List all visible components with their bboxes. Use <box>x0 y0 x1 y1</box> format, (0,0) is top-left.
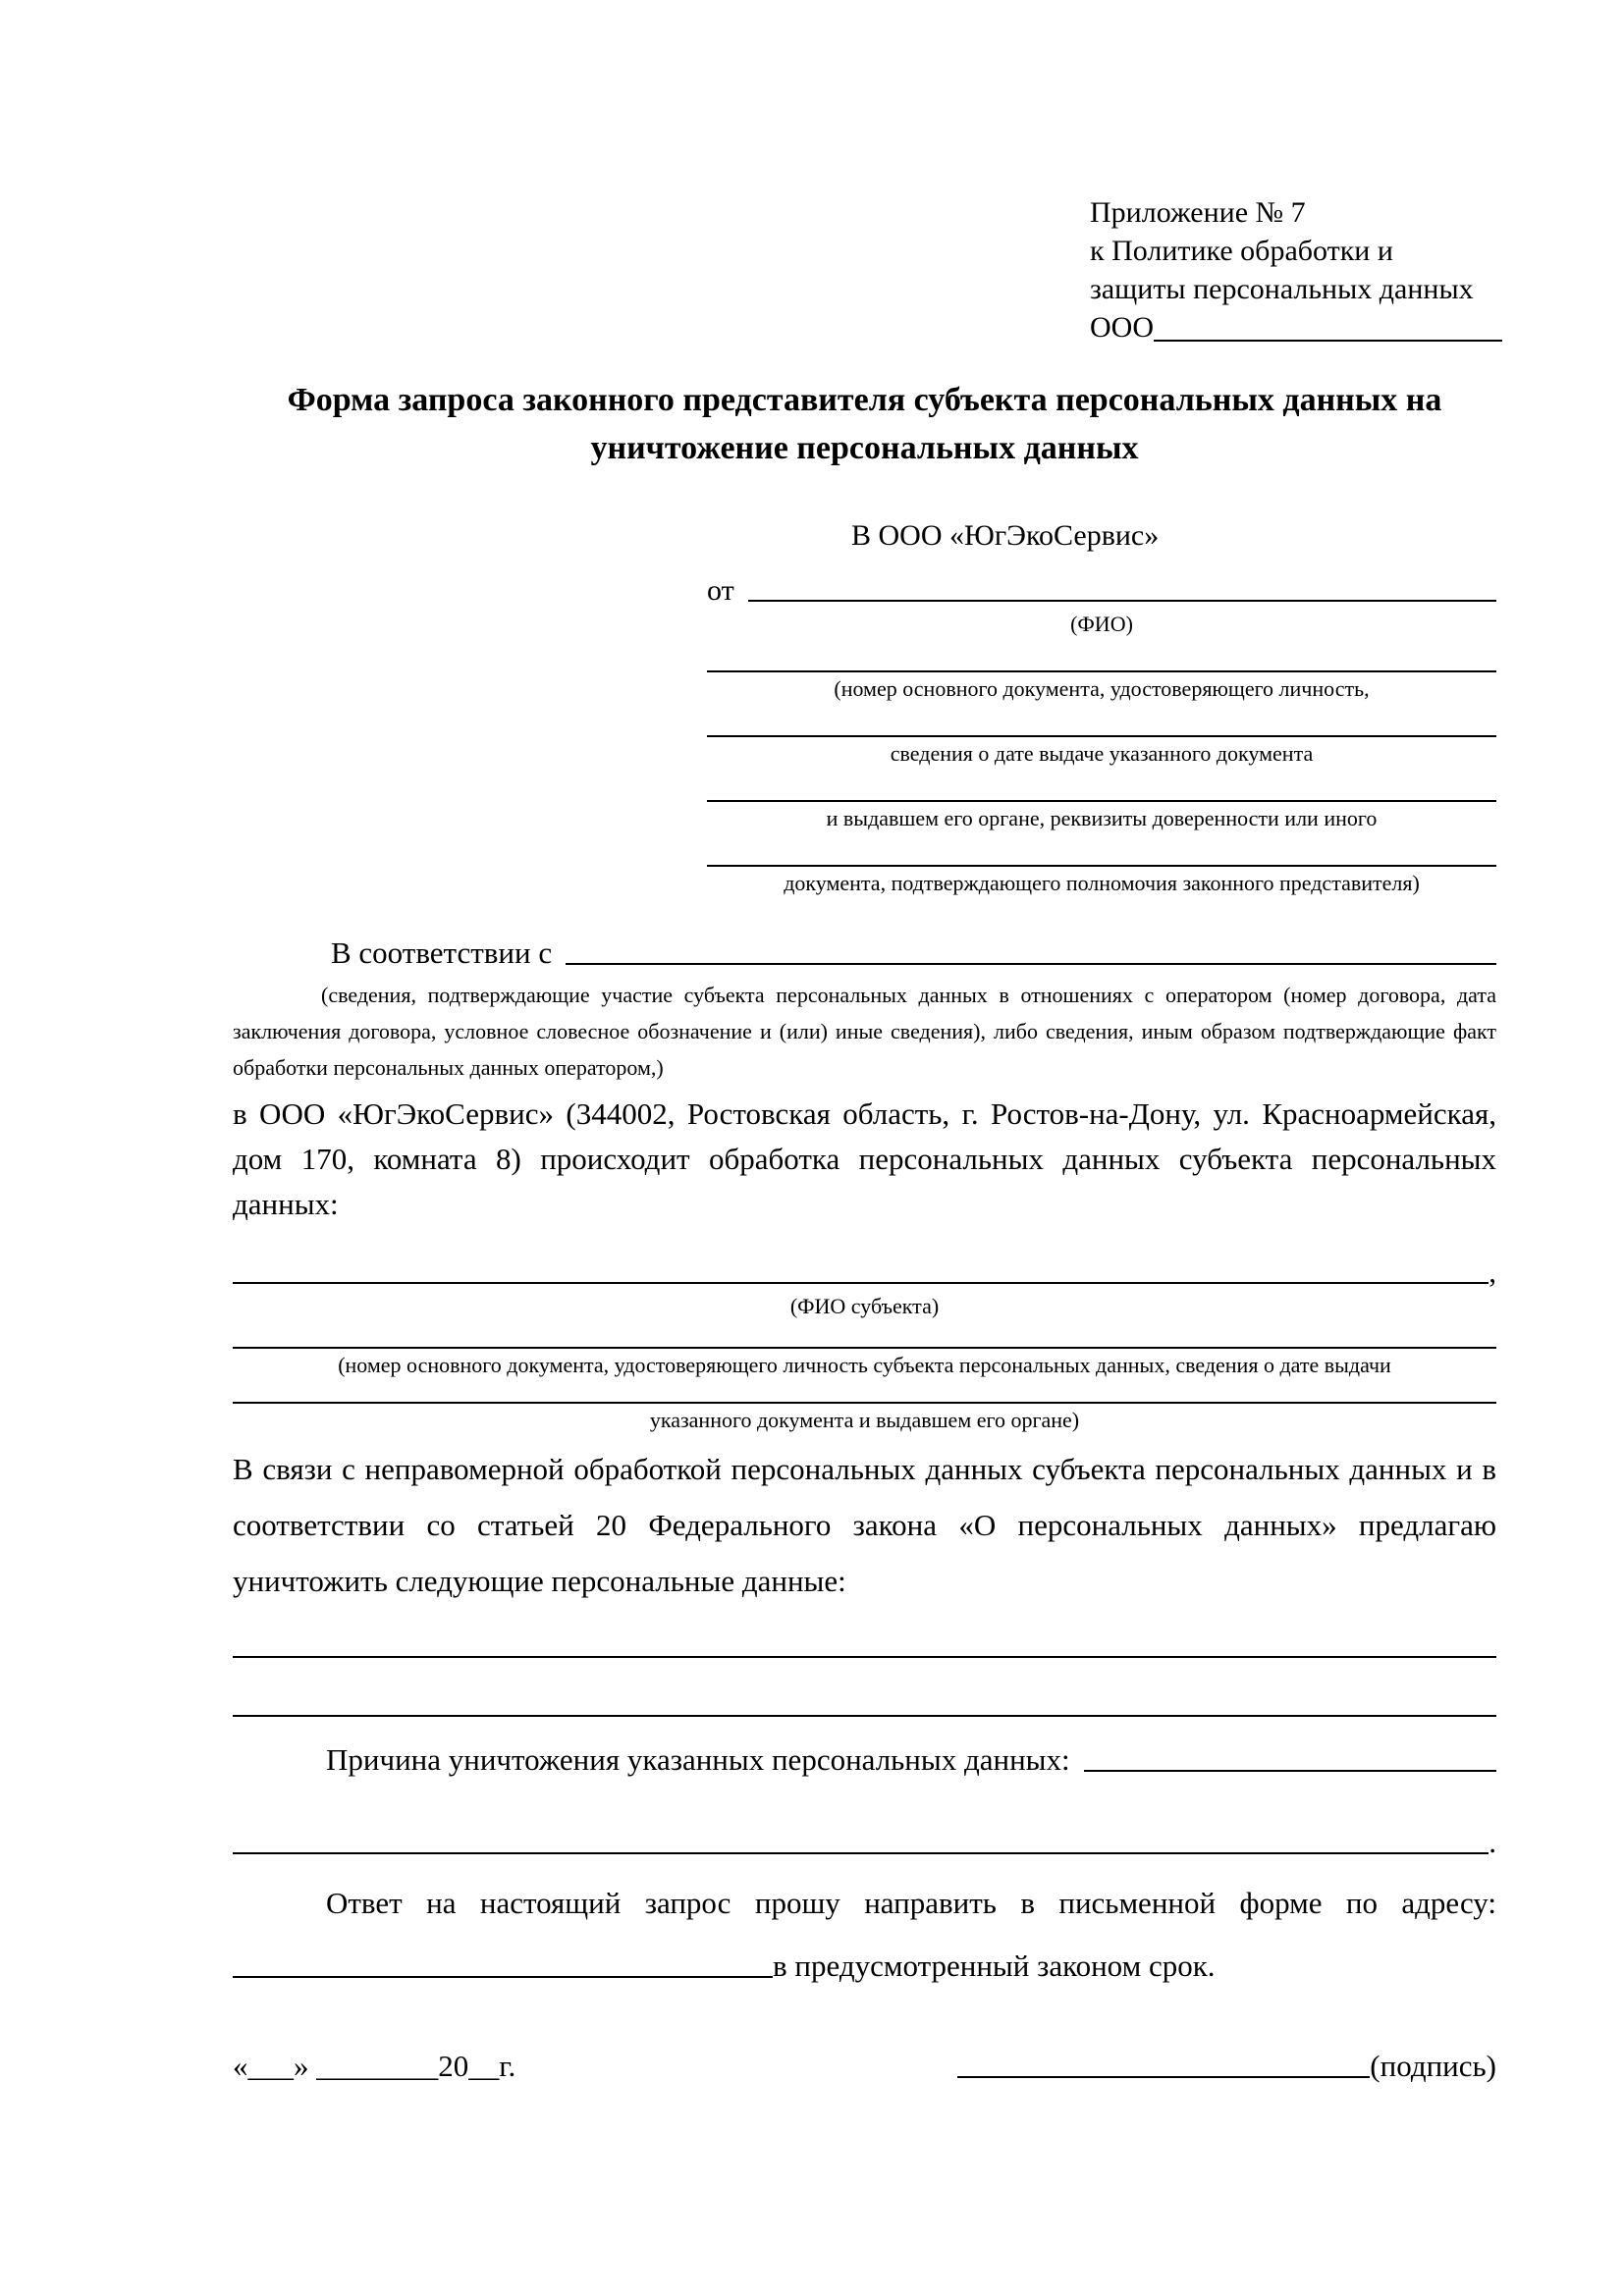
reason-continuation-line <box>233 1852 1489 1854</box>
reason-continuation-row <box>233 1825 1496 1860</box>
accordance-field-line <box>566 963 1496 965</box>
doc-field-line-1 <box>707 670 1496 672</box>
subject-doc-line-1 <box>233 1347 1496 1349</box>
answer-tail: в предусмотренный законом срок. <box>773 1949 1216 1983</box>
subject-fio-field-line <box>233 1282 1489 1284</box>
answer-address-field-line <box>233 1976 773 1978</box>
subject-fio-row <box>233 1255 1496 1290</box>
subject-doc-line-2 <box>233 1402 1496 1404</box>
signature-group <box>957 2049 1496 2084</box>
appendix-line-1: Приложение № 7 <box>1090 196 1306 229</box>
doc-caption-1: (номер основного документа, удостоверяющего личность, <box>834 676 1370 701</box>
data-blank-line-2 <box>233 1715 1496 1717</box>
footer-section <box>233 2049 1496 2084</box>
appendix-line-2: к Политике обработки и <box>1090 235 1393 267</box>
from-fio-field-line <box>748 600 1496 602</box>
ooo-blank-line <box>1154 340 1502 342</box>
signature-caption: (подпись) <box>1370 2049 1496 2083</box>
doc-field-line-3 <box>707 800 1496 802</box>
appendix-ooo-row <box>1090 308 1502 347</box>
subject-doc-caption-1: (номер основного документа, удостоверяющего личность субъекта персональных данных, сведения о дате выдачи <box>338 1353 1391 1377</box>
data-blank-line-1 <box>233 1656 1496 1658</box>
doc-caption-4: документа, подтверждающего полномочия законного представителя) <box>784 871 1420 895</box>
doc-field-line-2 <box>707 735 1496 737</box>
ooo-prefix: ООО <box>1090 311 1154 344</box>
appendix-line-3: защиты персональных данных <box>1090 273 1474 305</box>
date-line: «___» ________20__г. <box>233 2049 516 2083</box>
doc-field-row-1 <box>707 670 1496 672</box>
addressee-organization: В ООО «ЮгЭкоСервис» <box>851 519 1160 552</box>
addressee-block <box>707 519 1496 896</box>
reason-period: . <box>1489 1825 1496 1859</box>
subject-fio-caption: (ФИО субъекта) <box>789 1294 940 1318</box>
doc-field-row-4 <box>707 865 1496 867</box>
accordance-caption: (сведения, подтверждающие участие субъекта персональных данных в отношениях с оператором (номер договора, дата заключения договора, условное словесное обозначение и (или) иные сведения), либо сведения, иным образом подтверждающие факт обработки персональных данных оператором,) <box>233 983 1496 1080</box>
subject-doc-caption-2: указанного документа и выдавшем его органе) <box>649 1408 1080 1432</box>
data-blank-row-2 <box>233 1715 1496 1717</box>
answer-address-row <box>233 1949 1496 1984</box>
body-section <box>233 935 1496 1984</box>
answer-paragraph: Ответ на настоящий запрос прошу направить в письменной форме по адресу: <box>326 1886 1496 1920</box>
doc-field-line-4 <box>707 865 1496 867</box>
operator-paragraph: в ООО «ЮгЭкоСервис» (344002, Ростовская область, г. Ростов-на-Дону, ул. Красноармейская, дом 170, комната 8) происходит обработка персональных данных субъекта персональных данных: <box>233 1096 1496 1221</box>
request-paragraph: В связи с неправомерной обработкой персональных данных субъекта персональных данных и в соответствии со статьей 20 Федерального закона «О персональных данных» предлагаю уничтожить следующие персональные данные: <box>233 1452 1496 1598</box>
subject-doc-row-1 <box>233 1347 1496 1349</box>
accordance-label: В соответствии с <box>331 935 553 970</box>
subject-fio-comma: , <box>1489 1255 1496 1289</box>
data-blank-row-1 <box>233 1656 1496 1658</box>
fio-caption: (ФИО) <box>1070 612 1133 636</box>
signature-field-line <box>957 2076 1370 2078</box>
reason-row <box>233 1742 1496 1778</box>
doc-caption-2: сведения о дате выдаче указанного документа <box>890 741 1314 766</box>
appendix-note <box>1090 193 1502 347</box>
doc-caption-3: и выдавшем его органе, реквизиты доверенности или иного <box>826 806 1378 830</box>
subject-doc-row-2 <box>233 1402 1496 1404</box>
page-title: Форма запроса законного представителя субъекта персональных данных на уничтожение персональных данных <box>287 382 1442 466</box>
doc-field-row-2 <box>707 735 1496 737</box>
from-row <box>707 574 1496 608</box>
from-label: от <box>707 574 734 607</box>
accordance-row <box>233 935 1496 971</box>
doc-field-row-3 <box>707 800 1496 802</box>
reason-label: Причина уничтожения указанных персональных данных: <box>326 1742 1070 1777</box>
reason-field-line <box>1084 1770 1496 1772</box>
